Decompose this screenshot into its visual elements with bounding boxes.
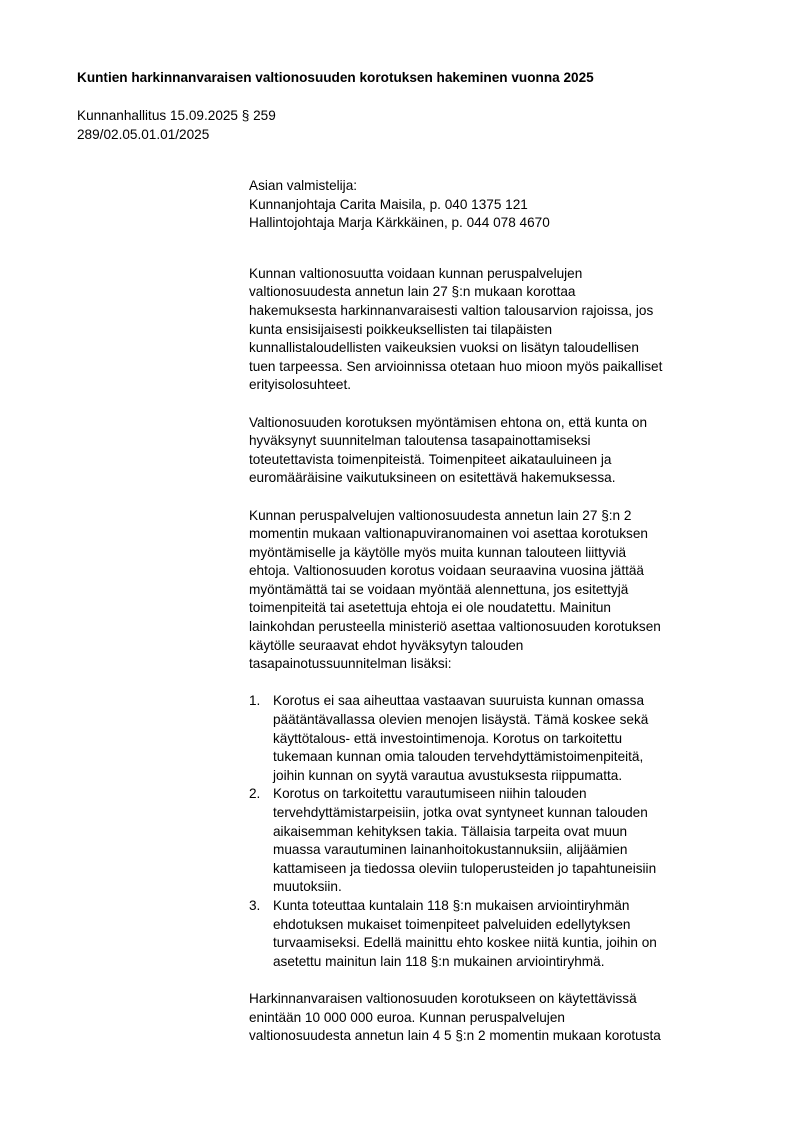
list-item [249, 692, 749, 785]
text-line: aikaisemman kehityksen takia. Tällaisia tarpeita ovat muun [273, 823, 628, 839]
list-item-number: 2. [249, 786, 261, 802]
text-line: tasapainotussuunnitelman lisäksi: [249, 656, 452, 672]
text-line: Valtionosuuden korotuksen myöntämisen ehtona on, että kunta on [249, 414, 648, 430]
text-line: päätäntävallassa olevien menojen lisäystä. Tämä koskee sekä [273, 712, 649, 728]
text-line: tuen tarpeessa. Sen arvioinnissa otetaan huo mioon myös paikalliset [249, 358, 663, 374]
text-line: asetettu mainitun lain 118 §:n mukainen arviointiryhmä. [273, 953, 605, 969]
text-line: Korotus ei saa aiheuttaa vastaavan suuruista kunnan omassa [273, 693, 645, 709]
text-line: toteutettavista toimenpiteistä. Toimenpiteet aikatauluineen ja [249, 451, 612, 467]
text-line: myöntämiselle ja käytölle myös muita kunnan talouteen liittyviä [249, 544, 627, 560]
list-item [249, 897, 749, 971]
text-line: momentin mukaan valtionapuviranomainen voi asettaa korotuksen [249, 526, 648, 542]
text-line: valtionosuudesta annetun lain 27 §:n mukaan korottaa [249, 284, 576, 300]
conditions-list [249, 692, 749, 971]
text-line: tukemaan kunnan omia talouden tervehdyttämistoimenpiteitä, [273, 749, 644, 765]
preparers-block [249, 177, 749, 233]
text-line: käytölle seuraavat ehdot hyväksytyn talouden [249, 637, 524, 653]
meeting-line: Kunnanhallitus 15.09.2025 § 259 [77, 108, 276, 123]
text-line: käyttötalous- että investointimenoja. Korotus on tarkoitettu [273, 730, 623, 746]
body-paragraph [249, 414, 749, 488]
text-line: muutoksiin. [273, 879, 342, 895]
meeting-info [77, 107, 276, 144]
text-line: toimenpiteitä tai asetettuja ehtoja ei ole noudatettu. Mainitun [249, 600, 611, 616]
body-paragraph [249, 507, 749, 674]
text-line: Korotus on tarkoitettu varautumiseen niihin talouden [273, 786, 587, 802]
text-line: kattamiseen ja tiedossa oleviin tuloperusteiden jo tapahtuneisiin [273, 860, 657, 876]
preparer-line: Kunnanjohtaja Carita Maisila, p. 040 1375 121 [249, 196, 528, 212]
text-line: Harkinnanvaraisen valtionosuuden korotukseen on käytettävissä [249, 990, 637, 1006]
text-line: Kunnan peruspalvelujen valtionosuudesta annetun lain 27 §:n 2 [249, 507, 632, 523]
closing-paragraph [249, 990, 749, 1046]
text-line: Kunta toteuttaa kuntalain 118 §:n mukaisen arviointiryhmän [273, 897, 630, 913]
document-body [249, 177, 749, 1064]
list-item [249, 785, 749, 897]
text-line: muassa varautuminen lainanhoitokustannuksiin, alijäämien [273, 842, 628, 858]
text-line: valtionosuudesta annetun lain 4 5 §:n 2 momentin mukaan korotusta [249, 1028, 661, 1044]
text-line: kunta ensisijaisesti poikkeuksellisten tai tilapäisten [249, 321, 552, 337]
body-paragraph [249, 265, 749, 395]
text-line: turvaamiseksi. Edellä mainittu ehto koskee niitä kuntia, joihin on [273, 935, 657, 951]
text-line: tervehdyttämistarpeisiin, jotka ovat syntyneet kunnan talouden [273, 805, 648, 820]
text-line: erityisolosuhteet. [249, 377, 352, 393]
preparer-line: Hallintojohtaja Marja Kärkkäinen, p. 044 078 4670 [249, 215, 550, 231]
text-line: lainkohdan perusteella ministeriö asettaa valtionosuuden korotuksen [249, 619, 661, 635]
text-line: kunnallistaloudellisten vaikeuksien vuoksi on lisätyn taloudellisen [249, 340, 639, 356]
text-line: hyväksynyt suunnitelman taloutensa tasapainottamiseksi [249, 433, 591, 449]
preparers-heading: Asian valmistelija: [249, 178, 358, 193]
text-line: hakemuksesta harkinnanvaraisesti valtion talousarvion rajoissa, jos [249, 302, 654, 318]
text-line: myöntämättä tai se voidaan myöntää alennettuna, jos esitettyjä [249, 581, 629, 597]
text-line: joihin kunnan on syytä varautua avustuksesta riippumatta. [273, 767, 623, 783]
document-title: Kuntien harkinnanvaraisen valtionosuuden korotuksen hakeminen vuonna 2025 [77, 70, 594, 85]
list-item-number: 1. [249, 693, 261, 709]
record-number: 289/02.05.01.01/2025 [77, 126, 210, 142]
text-line: ehtoja. Valtionosuuden korotus voidaan seuraavina vuosina jättää [249, 563, 644, 579]
text-line: ehdotuksen mukaiset toimenpiteet palveluiden edellytyksen [273, 916, 631, 932]
text-line: enintään 10 000 000 euroa. Kunnan peruspalvelujen [249, 1009, 565, 1025]
text-line: Kunnan valtionosuutta voidaan kunnan peruspalvelujen [249, 265, 583, 281]
text-line: euromääräisine vaikutuksineen on esitettävä hakemuksessa. [249, 470, 616, 486]
list-item-number: 3. [249, 897, 261, 913]
